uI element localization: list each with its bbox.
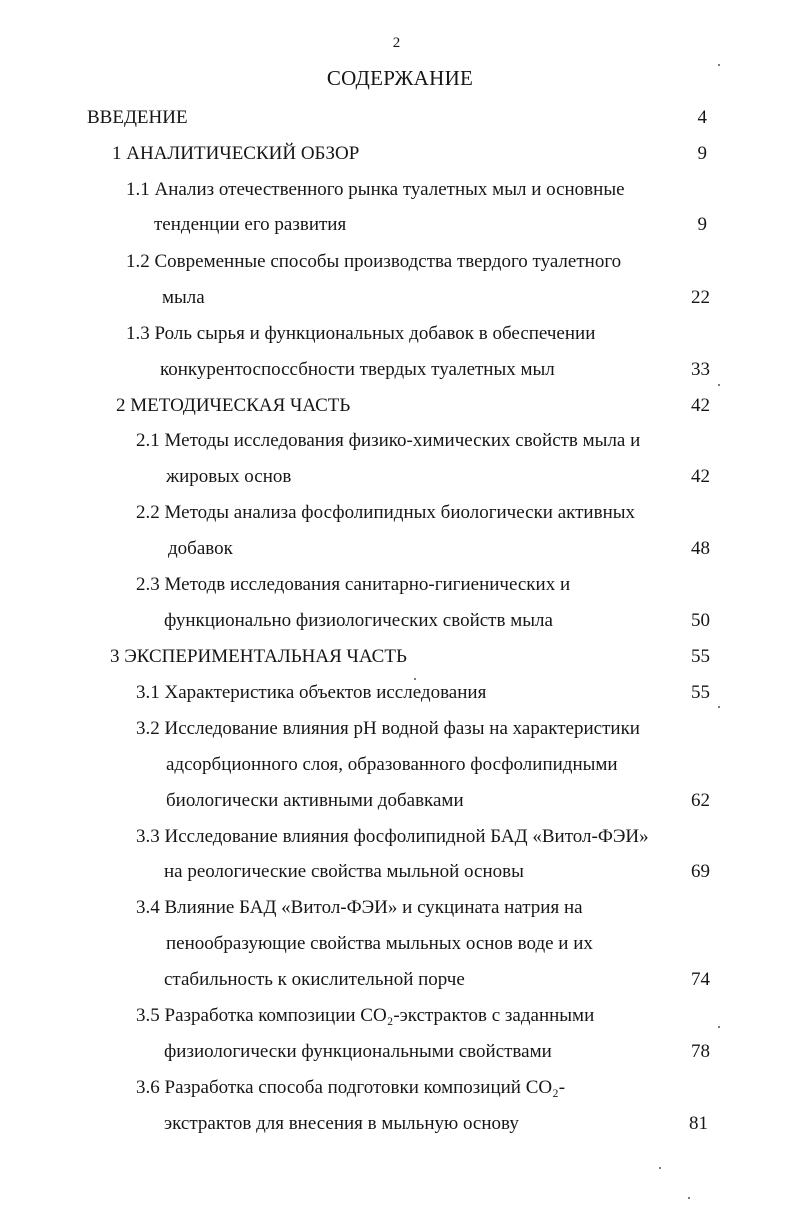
scan-speck bbox=[659, 1167, 661, 1169]
toc-page-section-1: 9 bbox=[697, 143, 707, 164]
toc-entry-3-5-line2: физиологически функциональными свойствами bbox=[164, 1041, 552, 1062]
toc-page-2-3: 50 bbox=[691, 610, 710, 631]
toc-entry-2-1-line1: 2.1 Методы исследования физико-химических свойств мыла и bbox=[136, 430, 641, 451]
toc-page-3-6: 81 bbox=[689, 1113, 708, 1134]
toc-entry-1-2-line2: мыла bbox=[162, 287, 205, 308]
toc-entry-1-1-line1: 1.1 Анализ отечественного рынка туалетных мыл и основные bbox=[126, 179, 625, 200]
toc-entry-3-2-line2: адсорбционного слоя, образованного фосфолипидными bbox=[166, 754, 618, 775]
scan-speck bbox=[718, 64, 720, 66]
scan-speck bbox=[718, 706, 720, 708]
toc-entry-2-2-line2: добавок bbox=[168, 538, 233, 559]
page-number: 2 bbox=[392, 35, 401, 51]
toc-entry-section-1: 1 АНАЛИТИЧЕСКИЙ ОБЗОР bbox=[112, 143, 360, 164]
scan-speck bbox=[718, 384, 720, 386]
toc-page-3-4: 74 bbox=[691, 969, 710, 990]
toc-page-section-2: 42 bbox=[691, 395, 710, 416]
toc-page-section-3: 55 bbox=[691, 646, 710, 667]
scan-speck bbox=[688, 1197, 690, 1199]
toc-page-2-2: 48 bbox=[691, 538, 710, 559]
toc-page-1-2: 22 bbox=[691, 287, 710, 308]
toc-entry-3-6-line2: экстрактов для внесения в мыльную основу bbox=[164, 1113, 519, 1134]
toc-entry-1-3-line1: 1.3 Роль сырья и функциональных добавок в обеспечении bbox=[126, 323, 596, 344]
toc-entry-2-1-line2: жировых основ bbox=[166, 466, 292, 487]
toc-entry-3-4-line2: пенообразующие свойства мыльных основ воде и их bbox=[166, 933, 593, 954]
toc-entry-1-1-line2: тенденции его развития bbox=[154, 214, 347, 235]
toc-entry-1-2-line1: 1.2 Современные способы производства твердого туалетного bbox=[126, 251, 622, 272]
toc-entry-2-3-line1: 2.3 Методв исследования санитарно-гигиенических и bbox=[136, 574, 571, 595]
toc-entry-introduction: ВВЕДЕНИЕ bbox=[87, 107, 188, 128]
toc-page-1-3: 33 bbox=[691, 359, 710, 380]
toc-entry-3-1: 3.1 Характеристика объектов исследования bbox=[136, 682, 487, 703]
toc-entry-2-3-line2: функционально физиологических свойств мыла bbox=[164, 610, 553, 631]
toc-entry-3-6-line1: 3.6 Разработка способа подготовки композиций CO₂- bbox=[136, 1077, 566, 1098]
toc-entry-section-3: 3 ЭКСПЕРИМЕНТАЛЬНАЯ ЧАСТЬ bbox=[110, 646, 407, 667]
toc-page-3-1: 55 bbox=[691, 682, 710, 703]
toc-entry-3-3-line1: 3.3 Исследование влияния фосфолипидной БАД «Витол-ФЭИ» bbox=[136, 826, 649, 847]
scan-speck bbox=[414, 678, 416, 680]
toc-entry-2-2-line1: 2.2 Методы анализа фосфолипидных биологически активных bbox=[136, 502, 636, 523]
toc-page-1-1: 9 bbox=[697, 214, 707, 235]
toc-page-introduction: 4 bbox=[697, 107, 707, 128]
toc-entry-1-3-line2: конкурентоспоссбности твердых туалетных мыл bbox=[160, 359, 555, 380]
toc-page-2-1: 42 bbox=[691, 466, 710, 487]
toc-page-3-5: 78 bbox=[691, 1041, 710, 1062]
toc-entry-section-2: 2 МЕТОДИЧЕСКАЯ ЧАСТЬ bbox=[116, 395, 351, 416]
page-title: СОДЕРЖАНИЕ bbox=[326, 66, 474, 90]
toc-entry-3-4-line1: 3.4 Влияние БАД «Витол-ФЭИ» и сукцината натрия на bbox=[136, 897, 583, 918]
toc-entry-3-3-line2: на реологические свойства мыльной основы bbox=[164, 861, 524, 882]
toc-entry-3-2-line1: 3.2 Исследование влияния pH водной фазы на характеристики bbox=[136, 718, 640, 739]
scan-speck bbox=[718, 1026, 720, 1028]
toc-entry-3-5-line1: 3.5 Разработка композиции CO₂-экстрактов с заданными bbox=[136, 1005, 595, 1026]
toc-page-3-3: 69 bbox=[691, 861, 710, 882]
toc-entry-3-4-line3: стабильность к окислительной порче bbox=[164, 969, 465, 990]
toc-page-3-2: 62 bbox=[691, 790, 710, 811]
toc-entry-3-2-line3: биологически активными добавками bbox=[166, 790, 464, 811]
